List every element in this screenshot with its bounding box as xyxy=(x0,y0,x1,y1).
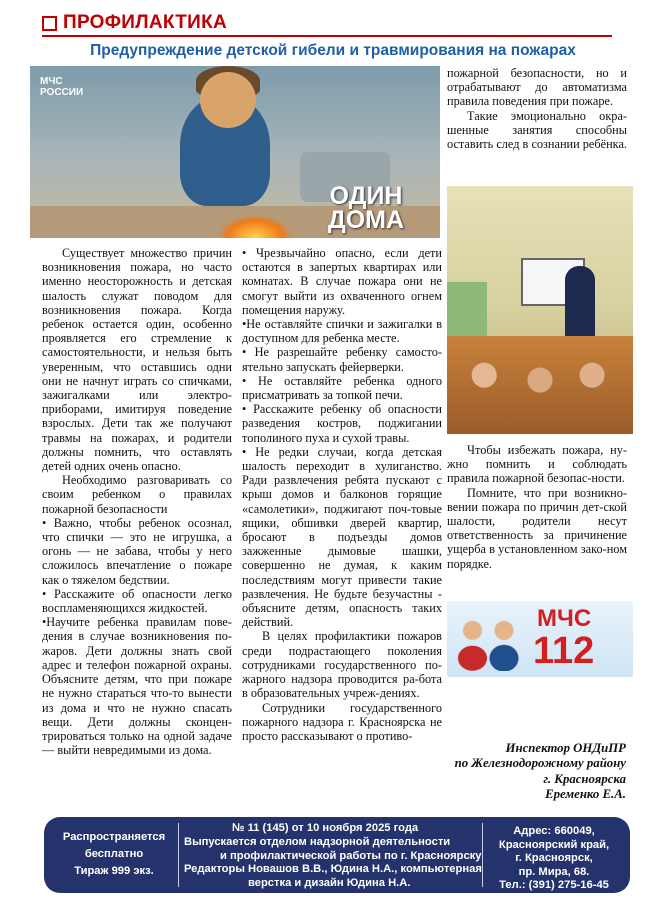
cartoon-figures-icon xyxy=(455,613,525,671)
fire-icon xyxy=(220,216,290,238)
footer-line: верстка и дизайн Юдина Н.А. xyxy=(248,877,411,890)
paragraph: • Не разрешайте ребенку самосто-ятельно запускать фейерверки. xyxy=(242,345,442,374)
footer-panel xyxy=(44,817,630,893)
section-rule xyxy=(42,35,612,37)
slogan-line-1: ОДИН xyxy=(329,182,403,210)
footer-line: Тел.: (391) 275-16-45 xyxy=(499,879,609,892)
footer-line: и профилактической работы по г. Красноярску xyxy=(220,849,482,862)
paragraph: Помните, что при возникно-вении пожара по причин дет-ской шалости, родители несут ответственность за причинение ущерба в установленном зако-ном порядке. xyxy=(447,485,627,571)
paragraph: Необходимо разговаривать со своим ребенком о правилах пожарной безопасности xyxy=(42,473,232,516)
banner-mchs: МЧС xyxy=(537,605,592,632)
footer-line: пр. Мира, 68. xyxy=(518,865,590,878)
paragraph: пожарной безопасности, но и отрабатывают до автоматизма правила поведения при пожаре. xyxy=(447,66,627,109)
children-group xyxy=(447,336,633,434)
paragraph: Такие эмоционально окра-шенные занятия способны оставить след в сознании ребёнка. xyxy=(447,108,627,152)
author-signature xyxy=(440,741,626,803)
paragraph: • Важно, чтобы ребенок осознал, что спички — это не игрушка, а огонь — не забава, чтобы у него сложилось впечатление о пожаре как о тяжелом бедствии. xyxy=(42,515,232,587)
signature-line: Инспектор ОНДиПР xyxy=(505,741,626,755)
footer-line: Красноярский край, xyxy=(498,838,610,851)
article-headline: Предупреждение детской гибели и травмирования на пожарах xyxy=(90,42,576,59)
footer-line: Адрес: 660049, xyxy=(513,825,595,837)
footer-address xyxy=(484,825,624,893)
classroom-photo xyxy=(447,186,633,434)
paragraph: Чтобы избежать пожара, ну-жно помнить и соблюдать правила пожарной безопас-ности. xyxy=(447,443,627,486)
slogan-line-2: ДОМА xyxy=(327,206,405,234)
paragraph: В целях профилактики пожаров среди подрастающего поколения сотрудниками государственного по-жарного надзора проводится ра-бота в образовательных учреж-дениях. xyxy=(242,629,442,701)
paragraph: Сотрудники государственного пожарного надзора г. Красноярска не просто рассказывают о противо- xyxy=(242,700,442,743)
paragraph: •Не оставляйте спички и зажигалки в доступном для ребенка месте. xyxy=(242,317,442,346)
footer-line: Тираж 999 экз. xyxy=(74,865,154,877)
footer-divider xyxy=(482,823,483,887)
hero-illustration xyxy=(30,66,440,238)
mchs-logo xyxy=(40,76,83,98)
footer-distribution xyxy=(52,829,176,880)
article-column-3-bottom xyxy=(447,443,627,571)
footer-line: г. Красноярск, xyxy=(515,852,593,865)
child-head-shape xyxy=(200,72,256,128)
banner-number: 112 xyxy=(533,630,595,672)
paragraph: • Не редки случаи, когда детская шалость переходит в хулиганство. Ради развлечения ребята пускают с крыш домов и балконов горящие «самолетики», поджигают поч-товые ящики, обшивки дверей квартир, бросают в подъезды домов зажженные дымовые шашки, совершенно не думая, к каким последствиям могут привести такие развлечения. Не будьте безучастны - объясните детям, опасность таких действий. xyxy=(242,444,442,630)
article-column-1 xyxy=(42,246,232,757)
paragraph: • Расскажите об опасности легко воспламеняющихся жидкостей. xyxy=(42,586,232,616)
footer-line: № 11 (145) от 10 ноября 2025 года xyxy=(232,822,419,834)
mchs-112-banner xyxy=(447,601,633,677)
article-column-2 xyxy=(242,246,442,743)
signature-line: Еременко Е.А. xyxy=(545,787,626,802)
paragraph: • Не оставляйте ребенка одного присматривать за топкой печи. xyxy=(242,373,442,403)
checkbox-square-icon xyxy=(42,16,57,31)
footer-line: Редакторы Новашов В.В., Юдина Н.А., компьютерная xyxy=(184,863,482,876)
footer-line: Выпускается отделом надзорной деятельности xyxy=(184,835,451,848)
logo-line-2: РОССИИ xyxy=(40,87,84,98)
signature-line: г. Красноярска xyxy=(543,771,626,786)
logo-line-1: МЧС xyxy=(40,76,63,87)
footer-line: Распространяется xyxy=(62,831,166,843)
section-title: ПРОФИЛАКТИКА xyxy=(63,12,228,33)
footer-issue-info xyxy=(184,822,484,891)
section-header xyxy=(42,12,227,34)
paragraph: Существует множество причин возникновения пожара, но часто именно неосторожность и детская шалость служат поводом для возникновения пожара. Когда ребенок остается один, особенно проявляется его стремление к самостоятельности, и нельзя быть уверенным, что оставшись одни они не начнут играть со спичками, зажигалками или электро-приборами, имитируя поведение взрослых. Дети так же получают травмы на пожарах, и родители должны помнить, что оставлять детей одних очень опасно. xyxy=(42,246,232,474)
footer-divider xyxy=(178,823,179,887)
article-column-3-top xyxy=(447,66,627,151)
paragraph: •Научите ребенка правилам пове-дения в случае возникновения по-жаров. Дети должны знать свой адрес и телефон пожарной охраны. Объясните детям, что при пожаре не нужно стараться что-то вынести из дома и что не нужно спасать вещи. Дети должны сконцен-трироваться только на одной задаче — выйти невредимыми из дома. xyxy=(42,615,232,758)
hero-slogan xyxy=(306,184,426,232)
signature-line: по Железнодорожному району xyxy=(454,756,626,771)
paragraph: • Чрезвычайно опасно, если дети остаются в запертых квартирах или комнатах. В случае пожара они не смогут выйти из охваченного огнем помещения наружу. xyxy=(242,246,442,317)
footer-line: бесплатно xyxy=(84,848,144,860)
paragraph: • Расскажите ребенку об опасности разведения костров, поджигании тополиного пуха и сухой травы. xyxy=(242,402,442,445)
